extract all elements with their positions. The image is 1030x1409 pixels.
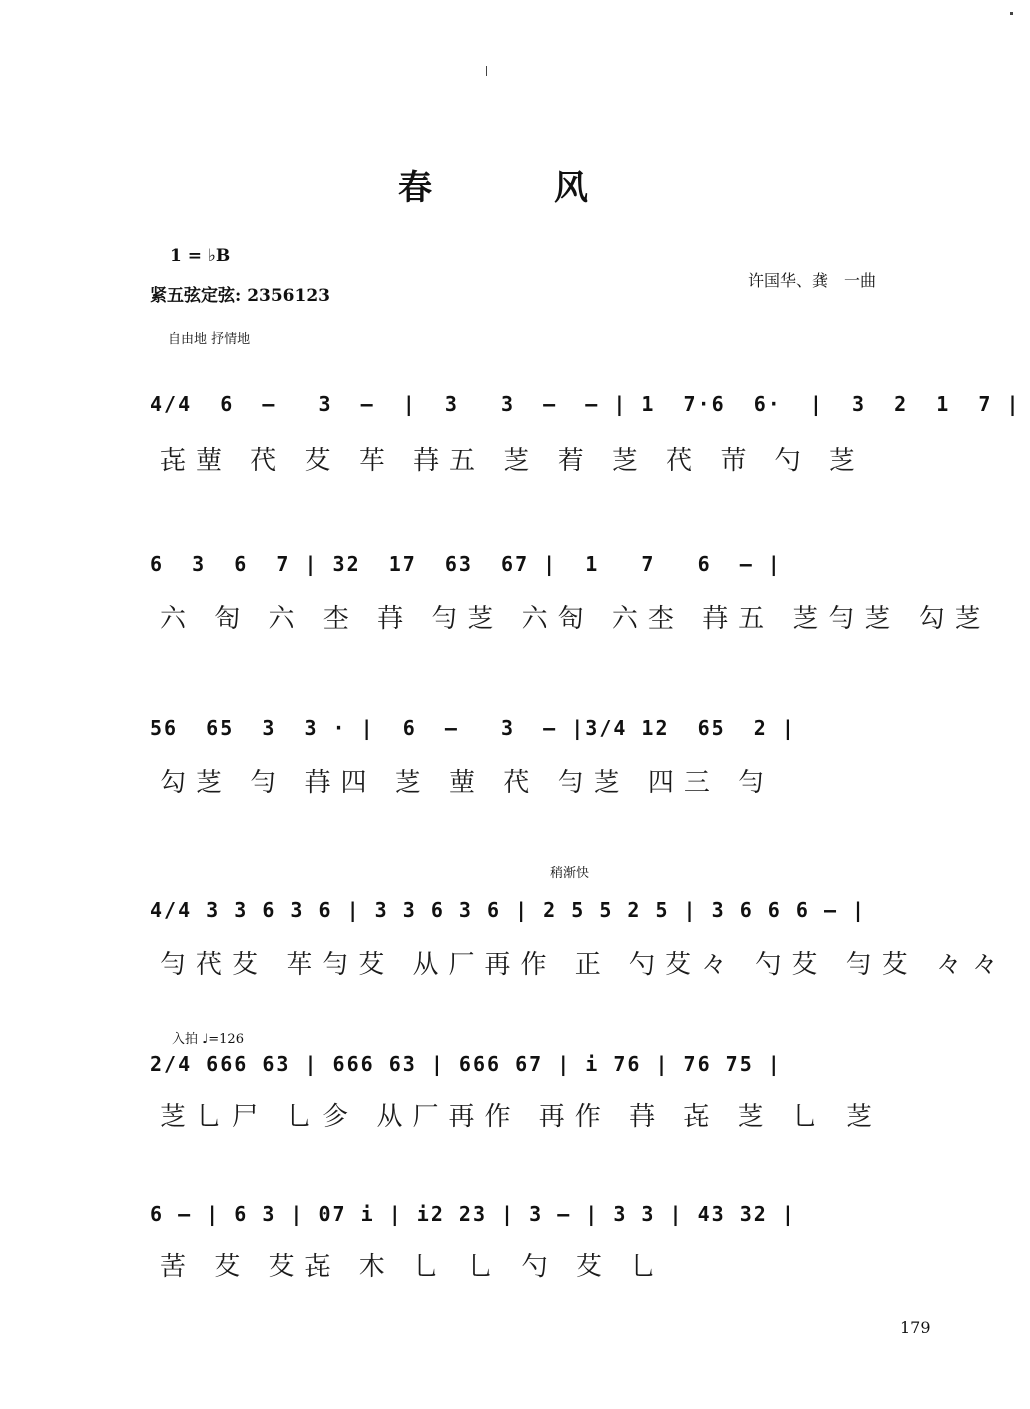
composer-credit: 许国华、龚 一曲	[748, 271, 877, 290]
tablature-text-3: 勾䒦 勻 䒣四 䒦 䓰 䒫 勻䒦 四三 勻	[160, 768, 775, 798]
notation-line-2: 6 3 6 7 | 32 17 63 67 | 1 7 6 — |	[150, 552, 782, 576]
page-title: 春 风	[398, 168, 632, 208]
tablature-line-1	[150, 440, 940, 480]
tablature-text-6: 䒷 䒘 䒘㐂 木 乚 乚 勺 䒘 乚	[160, 1252, 667, 1282]
tablature-line-3	[150, 762, 940, 802]
key-signature: 1 = ♭B	[170, 246, 231, 266]
tablature-text-5: 䒦乚尸 乚㐱 从厂再作 再作 䒣 㐂 䒦 乚 䒦	[160, 1102, 883, 1132]
notation-line-5: 2/4 666 63 | 666 63 | 666 67 | i 76 | 76 75 |	[150, 1052, 782, 1076]
page-number: 179	[900, 1318, 931, 1337]
scan-mark-corner	[1010, 12, 1013, 15]
notation-line-1: 4/4 6 — 3 — | 3 3 — — | 1 7·6 6· | 3 2 1 7 |	[150, 392, 1021, 416]
scan-mark	[486, 66, 487, 76]
tablature-line-5	[150, 1096, 940, 1136]
tablature-text-2: 六 匌 六 杢 䒣 勻䒦 六匌 六杢 䒣五 䒦勻䒦 勾䒦	[160, 604, 991, 634]
notation-line-4: 4/4 3 3 6 3 6 | 3 3 6 3 6 | 2 5 5 2 5 | 3 6 6 6 — |	[150, 898, 867, 922]
tempo-change-marking: 稍渐快	[550, 866, 590, 881]
tablature-line-2	[150, 598, 991, 638]
notation-line-3: 56 65 3 3 · | 6 — 3 — |3/4 12 65 2 |	[150, 716, 796, 740]
tablature-text-1: 㐂䓰 䒫 䒘 䒜 䒣五 䒦 䒴 䒦 䒫 䒥 勺 䒦	[160, 446, 865, 476]
tablature-line-6	[150, 1246, 940, 1286]
notation-line-6: 6 — | 6 3 | 07 i | i2 23 | 3 — | 3 3 | 43 32 |	[150, 1202, 796, 1226]
string-tuning: 紧五弦定弦: 2356123	[150, 286, 330, 306]
expression-marking: 自由地 抒情地	[168, 332, 251, 347]
tablature-text-4: 勻䒫䒘 䒜勻䒘 从厂再作 正 勺䒘々 勺䒘 勻䒘 々々	[160, 950, 1008, 980]
tempo-marking: 入拍 ♩=126	[172, 1032, 244, 1047]
tablature-line-4	[150, 944, 1008, 984]
